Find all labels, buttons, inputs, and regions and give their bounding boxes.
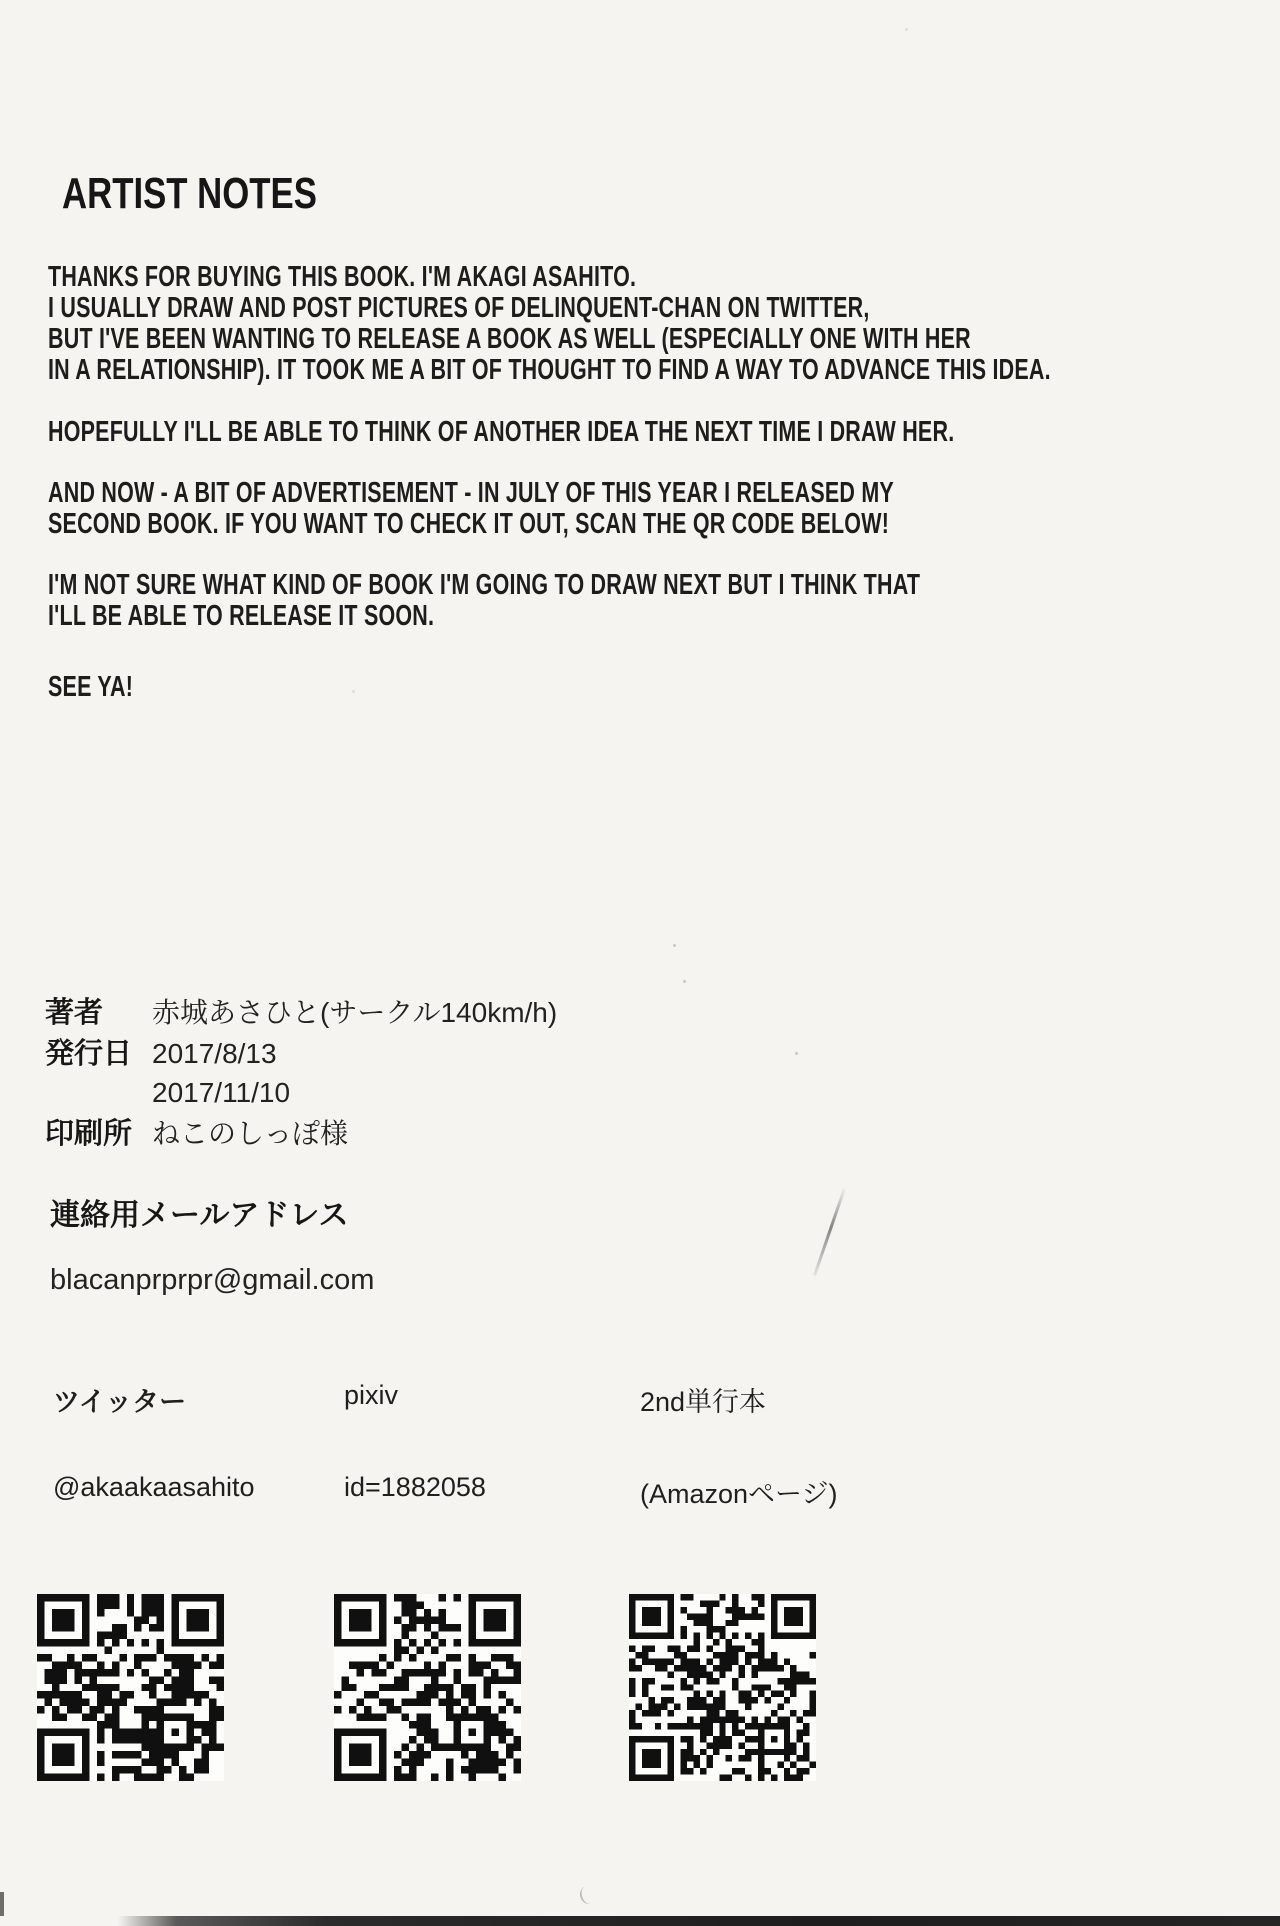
scan-speck <box>673 944 676 947</box>
notes-paragraph-4 <box>48 570 1227 632</box>
scan-speck <box>352 690 355 693</box>
colophon <box>45 995 557 1156</box>
notes-line: BUT I'VE BEEN WANTING TO RELEASE A BOOK AS WELL (ESPECIALLY ONE WITH HER <box>48 323 971 355</box>
notes-paragraph-1 <box>48 262 1280 386</box>
colophon-row-publish-date-2 <box>45 1076 557 1116</box>
notes-signoff <box>48 672 163 703</box>
notes-line: THANKS FOR BUYING THIS BOOK. I'M AKAGI ASAHITO. <box>48 261 637 293</box>
scan-squiggle-artifact <box>578 1884 599 1906</box>
page-title: ARTIST NOTES <box>62 169 317 218</box>
notes-line: HOPEFULLY I'LL BE ABLE TO THINK OF ANOTHER IDEA THE NEXT TIME I DRAW HER. <box>48 416 955 448</box>
qr-code-amazon <box>629 1594 816 1781</box>
scan-slash-artifact <box>813 1188 846 1276</box>
author-value: 赤城あさひと(サークル140km/h) <box>152 997 558 1028</box>
notes-line: I'M NOT SURE WHAT KIND OF BOOK I'M GOING TO DRAW NEXT BUT I THINK THAT <box>48 569 921 601</box>
notes-line: I'LL BE ABLE TO RELEASE IT SOON. <box>48 600 435 632</box>
scan-edge-bar <box>118 1916 1280 1926</box>
qr-code-twitter <box>37 1594 224 1781</box>
notes-paragraph-3 <box>48 478 1191 540</box>
scan-speck <box>683 980 686 983</box>
twitter-heading: ツイッター <box>53 1387 187 1417</box>
notes-line: SECOND BOOK. IF YOU WANT TO CHECK IT OUT, SCAN THE QR CODE BELOW! <box>48 508 890 540</box>
pixiv-heading: pixiv <box>344 1380 399 1410</box>
publish-date-2-value: 2017/11/10 <box>152 1077 291 1108</box>
qr-code-pixiv <box>334 1594 521 1781</box>
publish-date-label: 発行日 <box>45 1035 133 1070</box>
printer-value: ねこのしっぽ様 <box>152 1117 349 1149</box>
colophon-row-publish-date <box>45 1036 557 1077</box>
pixiv-id: id=1882058 <box>344 1472 486 1502</box>
scan-speck <box>905 28 908 31</box>
colophon-row-printer <box>45 1116 557 1157</box>
scan-corner-mark <box>0 1892 4 1916</box>
twitter-handle: @akaakaasahito <box>53 1472 255 1502</box>
notes-line: IN A RELATIONSHIP). IT TOOK ME A BIT OF THOUGHT TO FIND A WAY TO ADVANCE THIS IDEA. <box>48 354 1051 386</box>
amazon-page-note: (Amazonページ) <box>640 1479 838 1509</box>
publish-date-value: 2017/8/13 <box>152 1037 277 1069</box>
second-book-heading: 2nd単行本 <box>640 1387 767 1417</box>
printer-label: 印刷所 <box>45 1115 133 1150</box>
colophon-row-author <box>45 995 557 1036</box>
email-address: blacanprprpr@gmail.com <box>50 1264 375 1296</box>
scan-speck <box>795 1052 798 1055</box>
author-label: 著者 <box>45 995 104 1029</box>
contact-email-heading: 連絡用メールアドレス <box>50 1198 349 1233</box>
notes-line: AND NOW - A BIT OF ADVERTISEMENT - IN JULY OF THIS YEAR I RELEASED MY <box>48 477 894 509</box>
notes-paragraph-2 <box>48 417 1273 448</box>
notes-line: SEE YA! <box>48 671 134 703</box>
notes-line: I USUALLY DRAW AND POST PICTURES OF DELINQUENT-CHAN ON TWITTER, <box>48 292 870 324</box>
